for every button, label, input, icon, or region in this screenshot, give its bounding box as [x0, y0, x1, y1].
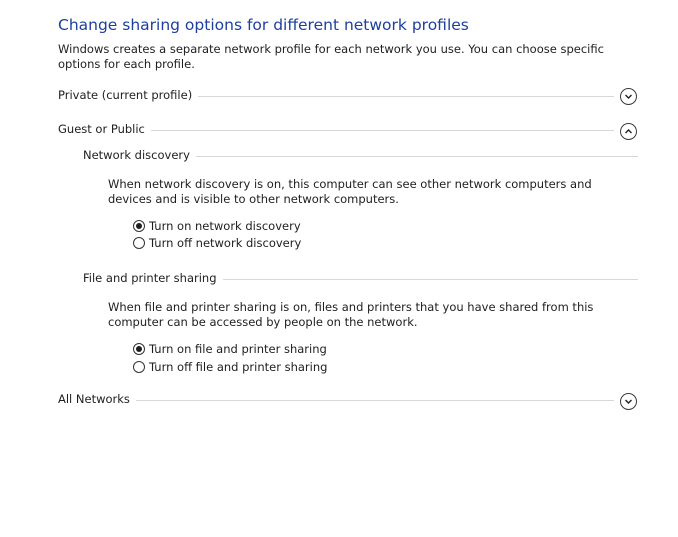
section-divider	[223, 279, 638, 280]
radio-label: Turn off network discovery	[149, 236, 302, 250]
section-divider	[196, 156, 638, 157]
radio-label: Turn on network discovery	[149, 219, 301, 233]
radio-button-selected[interactable]	[133, 343, 145, 355]
profile-label-guest-public: Guest or Public	[58, 122, 145, 136]
radio-button-selected[interactable]	[133, 220, 145, 232]
section-divider	[198, 96, 614, 97]
page-title: Change sharing options for different network profiles	[58, 16, 469, 34]
radio-label: Turn on file and printer sharing	[149, 342, 327, 356]
file-printer-sharing-description: When file and printer sharing is on, files and printers that you have shared from this computer can be accessed by people on the network.	[108, 300, 594, 329]
file-printer-sharing-header	[83, 269, 638, 287]
radio-turn-off-network-discovery[interactable]	[133, 235, 301, 251]
page-intro-text: Windows creates a separate network profile for each network you use. You can choose specific options for each profile.	[58, 42, 604, 71]
profile-header-private[interactable]	[58, 86, 614, 104]
radio-turn-on-file-printer-sharing[interactable]	[133, 341, 327, 357]
radio-button[interactable]	[133, 237, 145, 249]
network-discovery-header	[83, 146, 638, 164]
file-printer-sharing-heading: File and printer sharing	[83, 271, 217, 285]
network-discovery-description: When network discovery is on, this computer can see other network computers and devices and is visible to other network computers.	[108, 177, 592, 206]
profile-label-private: Private (current profile)	[58, 88, 193, 102]
profile-header-all-networks[interactable]	[58, 390, 614, 408]
chevron-down-icon[interactable]	[620, 393, 637, 410]
chevron-up-icon[interactable]	[620, 123, 637, 140]
radio-button[interactable]	[133, 361, 145, 373]
radio-label: Turn off file and printer sharing	[149, 360, 328, 374]
profile-header-guest-public[interactable]	[58, 120, 614, 138]
profile-label-all-networks: All Networks	[58, 392, 130, 406]
section-divider	[136, 400, 614, 401]
section-divider	[151, 130, 614, 131]
chevron-down-icon[interactable]	[620, 88, 637, 105]
radio-turn-off-file-printer-sharing[interactable]	[133, 359, 327, 375]
network-discovery-heading: Network discovery	[83, 148, 190, 162]
radio-turn-on-network-discovery[interactable]	[133, 218, 301, 234]
